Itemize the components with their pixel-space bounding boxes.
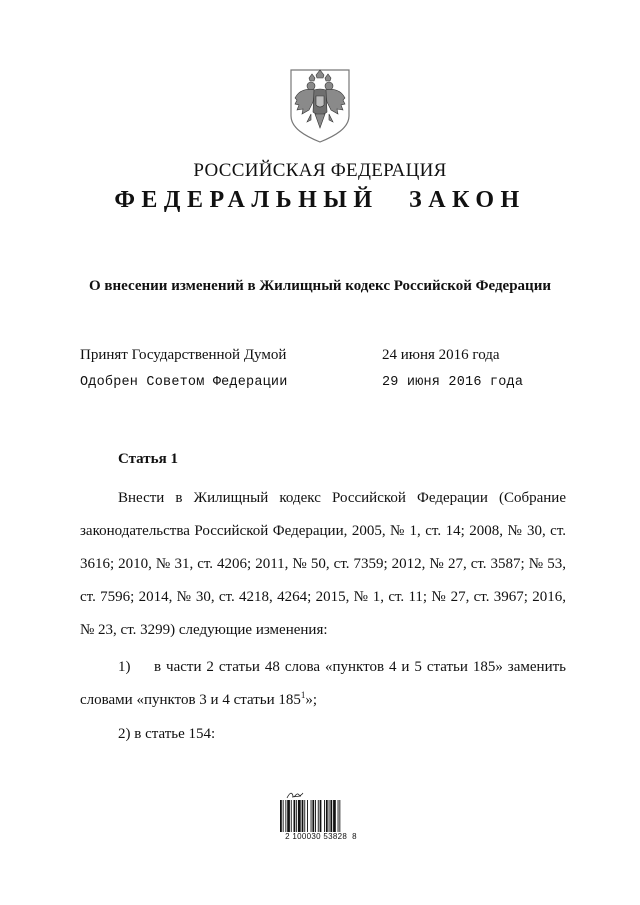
article-heading: Статья 1 <box>118 451 178 467</box>
adoption-date: 24 июня 2016 года <box>382 347 500 363</box>
item-text: в части 2 статьи 48 слова «пунктов 4 и 5 статьи 185» заменить словами «пунктов 3 и 4 статьи 185 <box>80 659 566 708</box>
item-text: 2) в статье 154: <box>118 726 216 742</box>
document-type: ФЕДЕРАЛЬНЫЙ ЗАКОН <box>114 187 526 213</box>
adoption-date: 29 июня 2016 года <box>382 375 524 390</box>
adoption-label: Принят Государственной Думой <box>80 347 287 363</box>
adoption-label: Одобрен Советом Федерации <box>80 375 288 390</box>
item-number: 1) <box>118 659 131 675</box>
signature-icon <box>286 790 306 800</box>
item-text-end: »; <box>305 692 318 708</box>
barcode-digits: 2 100030 53828 8 <box>285 832 357 841</box>
article-item-1 <box>80 651 566 717</box>
article-item-2 <box>80 718 566 751</box>
coat-of-arms-icon <box>287 68 353 144</box>
barcode-icon <box>278 800 364 832</box>
item-superscript: 1 <box>300 690 306 700</box>
law-title: О внесении изменений в Жилищный кодекс Российской Федерации <box>89 278 551 294</box>
country-name: РОССИЙСКАЯ ФЕДЕРАЦИЯ <box>193 160 447 181</box>
article-intro-text: Внести в Жилищный кодекс Российской Федерации (Собрание законодательства Российской Федерации, 2005, № 1, ст. 14; 2008, № 30, ст. 3616; 2010, № 31, ст. 4206; 2011, № 50, ст. 7359; 2012, № 27, ст. 3587; № 53, ст. 7596; 2014, № 30, ст. 4218, 4264; 2015, № 1, ст. 11; № 27, ст. 3967; 2016, № 23, ст. 3299) следующие изменения: <box>80 490 566 638</box>
article-intro-paragraph <box>80 482 566 647</box>
barcode <box>278 788 364 848</box>
